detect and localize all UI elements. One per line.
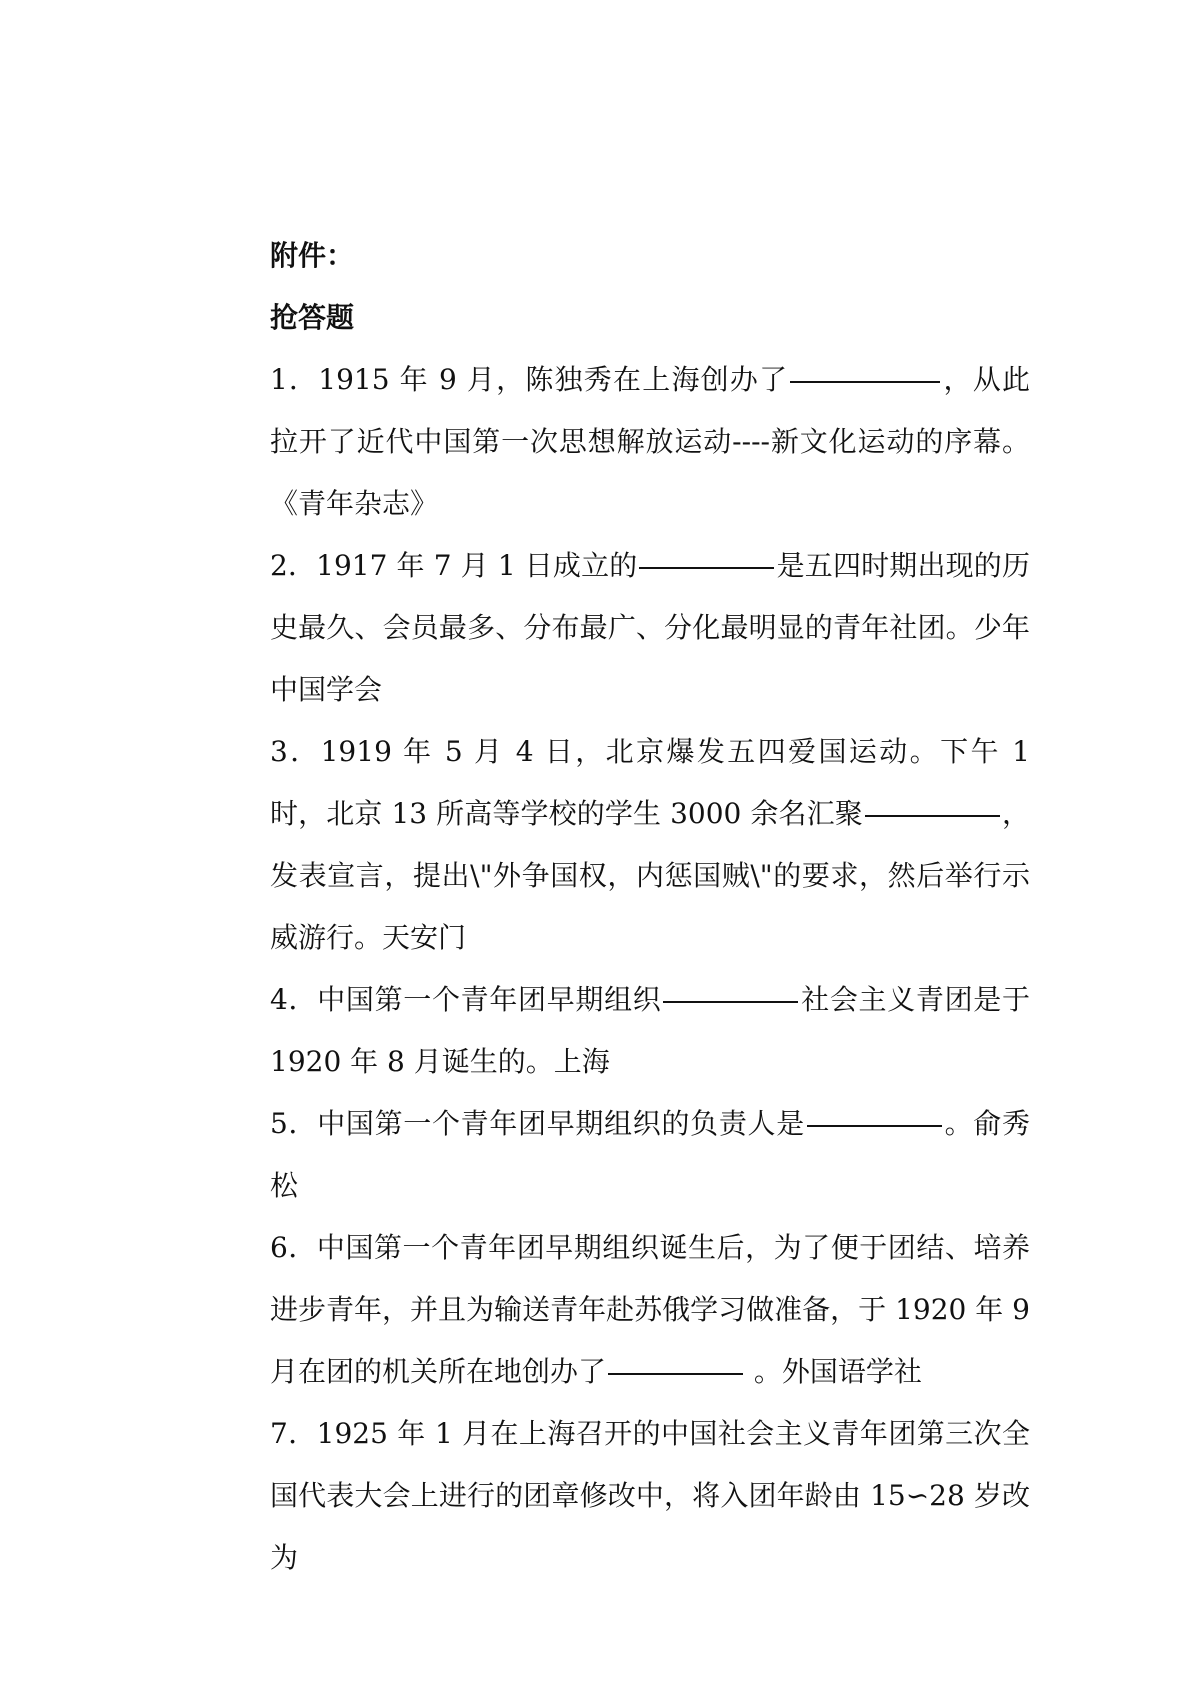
answer-blank [865, 814, 1000, 817]
question-text: 社会主义青团是于 1920 年 8 月诞生的。 [270, 983, 1030, 1078]
question-text: 。 [745, 1355, 782, 1388]
answer-text: 外国语学社 [781, 1355, 922, 1388]
answer-text: 少年中国学会 [270, 611, 1030, 706]
question-text: 5．中国第一个青年团早期组织的负责人是 [270, 1107, 805, 1140]
question-text: 7．1925 年 1 月在上海召开的中国社会主义青年团第三次全国代表大会上进行的团章修改中，将入团年龄由 15∽28 岁改为 [270, 1417, 1030, 1574]
question-7 [270, 1403, 1030, 1589]
question-text: 6．中国第一个青年团早期组织诞生后，为了便于团结、培养进步青年，并且为输送青年赴苏俄学习做准备，于 1920 年 9 月在团的机关所在地创办了 [270, 1231, 1030, 1388]
answer-blank [639, 566, 774, 569]
question-4 [270, 969, 1030, 1093]
document-page [270, 225, 1030, 1589]
answer-blank [663, 1000, 798, 1003]
answer-text: 上海 [553, 1045, 610, 1078]
answer-blank [608, 1372, 743, 1375]
question-6 [270, 1217, 1030, 1403]
question-2 [270, 535, 1030, 721]
question-1 [270, 349, 1030, 535]
question-5 [270, 1093, 1030, 1217]
question-text: 。 [943, 1107, 974, 1140]
section-title: 抢答题 [270, 301, 355, 334]
question-text: ，从此拉开了近代中国第一次思想解放运动----新文化运动的序幕。 [270, 363, 1030, 458]
question-text: ，发表宣言，提出\"外争国权，内惩国贼\"的要求，然后举行示威游行。 [270, 797, 1030, 954]
attachment-label: 附件： [270, 239, 355, 272]
answer-text: 《青年杂志》 [270, 487, 439, 520]
question-text: 2．1917 年 7 月 1 日成立的 [270, 549, 638, 582]
question-text: 是五四时期出现的历史最久、会员最多、分布最广、分化最明显的青年社团。 [270, 549, 1030, 644]
question-text: 4．中国第一个青年团早期组织 [270, 983, 662, 1016]
answer-text: 天安门 [382, 921, 467, 954]
answer-blank [807, 1124, 942, 1127]
question-text: 3．1919 年 5 月 4 日，北京爆发五四爱国运动。下午 1 时，北京 13 所高等学校的学生 3000 余名汇聚 [270, 735, 1030, 830]
answer-blank [790, 380, 940, 383]
question-text: 1．1915 年 9 月，陈独秀在上海创办了 [270, 363, 789, 396]
answer-text: 俞秀松 [270, 1107, 1030, 1202]
question-3 [270, 721, 1030, 969]
